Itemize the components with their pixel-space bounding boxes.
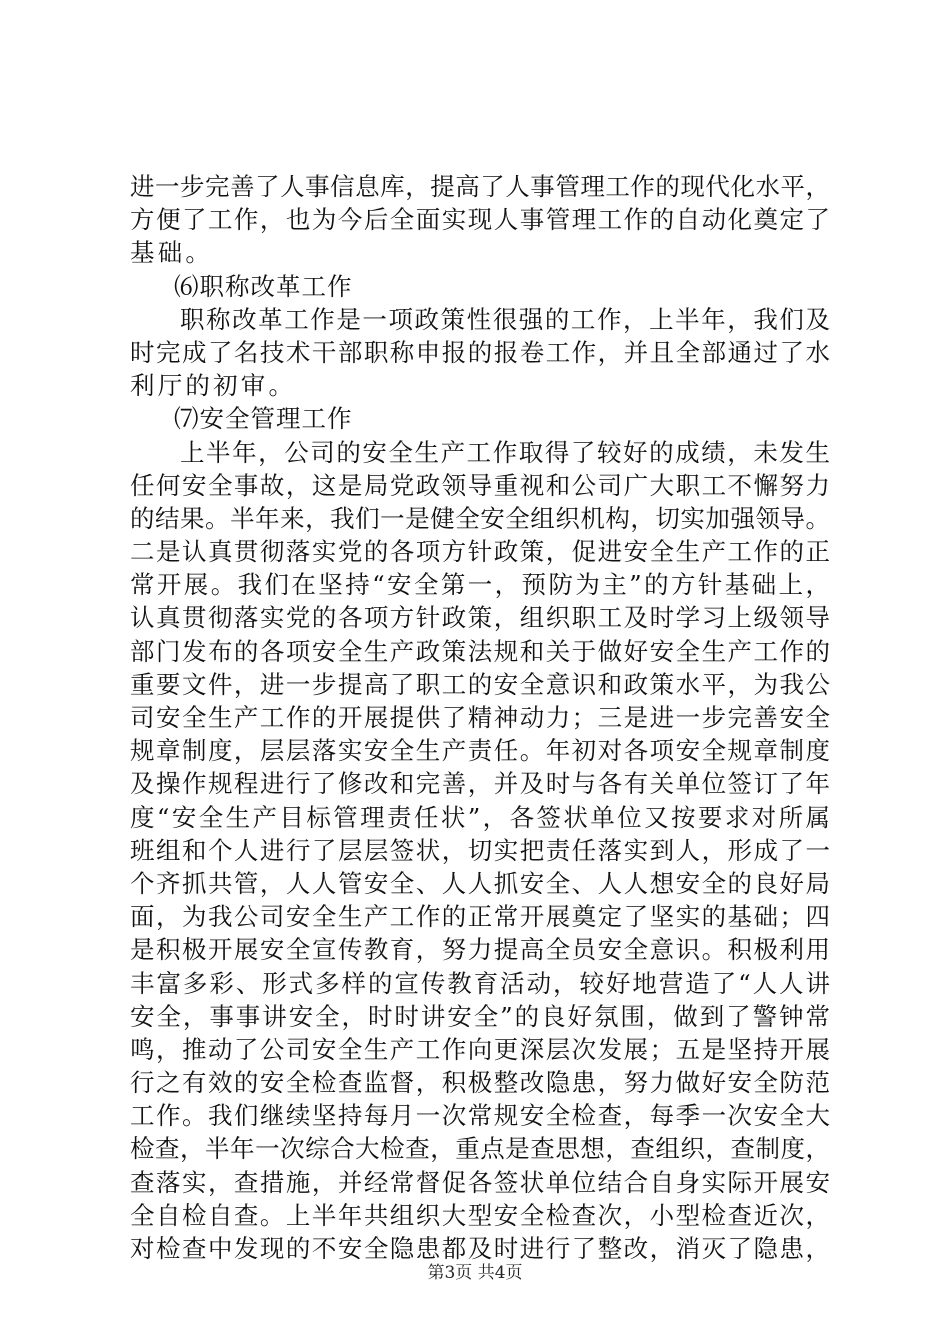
text-line: 鸣，推动了公司安全生产工作向更深层次发展；五是坚持开展 bbox=[130, 1034, 830, 1064]
text-line: 进一步完善了人事信息库，提高了人事管理工作的现代化水平， bbox=[130, 172, 830, 201]
text-line: 的结果。半年来，我们一是健全安全组织机构，切实加强领导。 bbox=[130, 503, 830, 533]
text-line: 检查，半年一次综合大检查，重点是查思想，查组织，查制度， bbox=[130, 1134, 830, 1164]
text-line: 对检查中发现的不安全隐患都及时进行了整改，消灭了隐患， bbox=[130, 1234, 830, 1263]
text-line: 任何安全事故，这是局党政领导重视和公司广大职工不懈努力 bbox=[130, 470, 830, 500]
section-heading: ⑺安全管理工作 bbox=[174, 404, 353, 434]
text-line: 上半年，公司的安全生产工作取得了较好的成绩，未发生 bbox=[180, 437, 830, 467]
text-line: 基础。 bbox=[130, 238, 214, 268]
text-line: 全自检自查。上半年共组织大型安全检查次，小型检查近次， bbox=[130, 1200, 830, 1230]
text-line: 利厅的初审。 bbox=[130, 371, 297, 401]
text-line: 安全，事事讲安全，时时讲安全”的良好氛围，做到了警钟常 bbox=[130, 1001, 830, 1031]
text-line: 工作。我们继续坚持每月一次常规安全检查，每季一次安全大 bbox=[130, 1101, 830, 1131]
text-line: 班组和个人进行了层层签状，切实把责任落实到人，形成了一 bbox=[130, 835, 830, 865]
text-line: 方便了工作，也为今后全面实现人事管理工作的自动化奠定了 bbox=[130, 205, 830, 235]
text-line: 二是认真贯彻落实党的各项方针政策，促进安全生产工作的正 bbox=[130, 537, 830, 567]
text-line: 个齐抓共管，人人管安全、人人抓安全、人人想安全的良好局 bbox=[130, 868, 830, 898]
text-line: 司安全生产工作的开展提供了精神动力；三是进一步完善安全 bbox=[130, 703, 830, 732]
text-line: 查落实，查措施，并经常督促各签状单位结合自身实际开展安 bbox=[130, 1167, 830, 1197]
text-line: 度“安全生产目标管理责任状”，各签状单位又按要求对所属 bbox=[130, 802, 830, 832]
document-body bbox=[130, 170, 830, 1265]
text-line: 行之有效的安全检查监督，积极整改隐患，努力做好安全防范 bbox=[130, 1068, 830, 1098]
text-line: 规章制度，层层落实安全生产责任。年初对各项安全规章制度 bbox=[130, 736, 830, 766]
text-line: 面，为我公司安全生产工作的正常开展奠定了坚实的基础；四 bbox=[130, 902, 830, 932]
text-line: 部门发布的各项安全生产政策法规和关于做好安全生产工作的 bbox=[130, 636, 830, 666]
text-line: 重要文件，进一步提高了职工的安全意识和政策水平，为我公 bbox=[130, 669, 830, 699]
text-line: 丰富多彩、形式多样的宣传教育活动，较好地营造了“人人讲 bbox=[130, 968, 830, 998]
section-heading: ⑹职称改革工作 bbox=[174, 271, 353, 301]
text-line: 是积极开展安全宣传教育，努力提高全员安全意识。积极利用 bbox=[130, 935, 830, 965]
text-line: 及操作规程进行了修改和完善，并及时与各有关单位签订了年 bbox=[130, 769, 830, 799]
text-line: 常开展。我们在坚持“安全第一，预防为主”的方针基础上， bbox=[130, 570, 830, 600]
text-line: 时完成了名技术干部职称申报的报卷工作，并且全部通过了水 bbox=[130, 337, 830, 367]
text-line: 职称改革工作是一项政策性很强的工作，上半年，我们及 bbox=[180, 304, 830, 334]
page-number-footer: 第3页 共4页 bbox=[427, 1263, 523, 1283]
text-line: 认真贯彻落实党的各项方针政策，组织职工及时学习上级领导 bbox=[130, 603, 830, 633]
